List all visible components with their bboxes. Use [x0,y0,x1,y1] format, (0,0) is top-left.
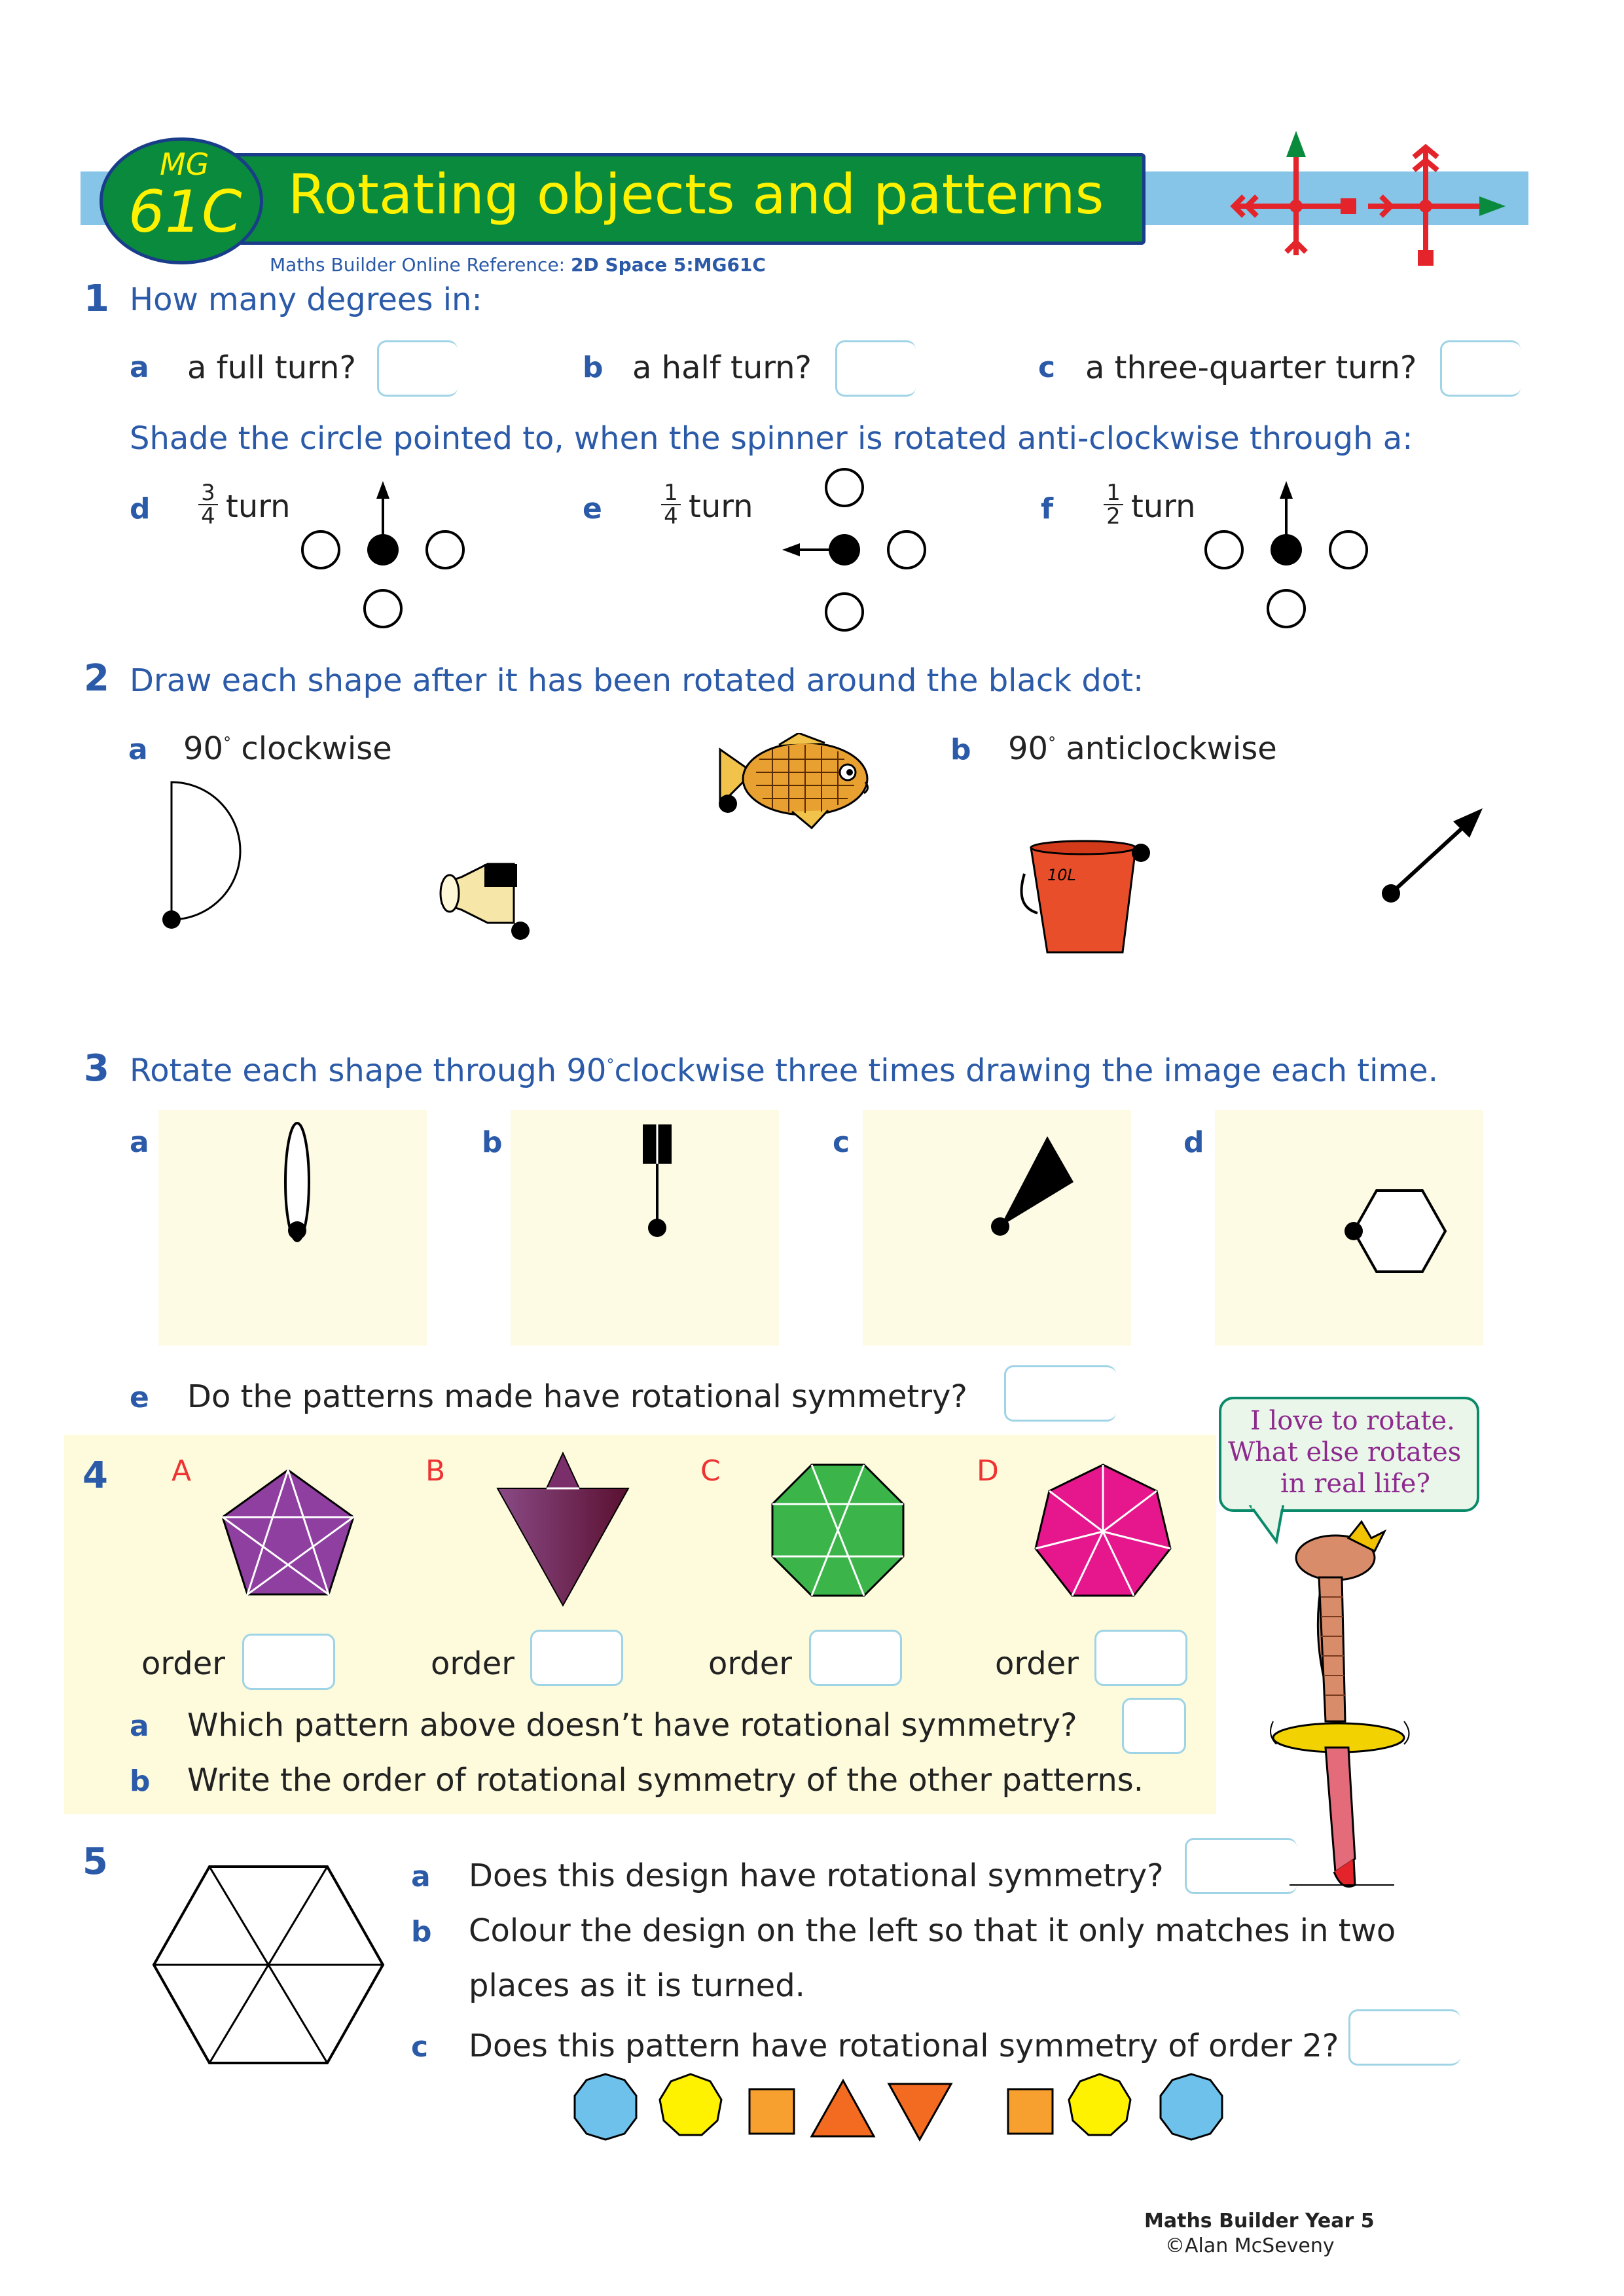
q3-prompt-start: Rotate each shape through 90 [130,1052,607,1089]
q5a-label: a [411,1860,431,1893]
q3a-drawing-panel[interactable] [158,1110,427,1346]
pattern-orange-triangle-up [812,2081,874,2136]
q1d-denominator: 4 [201,503,215,529]
q4-pattern-d-heptagon [1028,1460,1178,1604]
q3d-label: d [1183,1126,1204,1159]
q3a-label: a [130,1126,149,1159]
q4-order-label-a: order [141,1645,225,1682]
q5a-answer-box[interactable] [1185,1838,1297,1894]
q4-pattern-b-triangle [491,1452,635,1609]
q3e-text: Do the patterns made have rotational symmetry? [187,1378,967,1415]
q1d-spinner[interactable] [295,478,471,635]
speech-line-2: What else rotates [1228,1437,1462,1467]
q1f-unit: turn [1131,488,1196,525]
q1e-numerator: 1 [661,482,681,505]
q3a-oval-shape [158,1110,427,1346]
reference-value: 2D Space 5:MG61C [571,254,766,276]
q2-arrow-shape [1371,802,1489,906]
bucket-label: 10L [1047,866,1076,884]
q1d-unit: turn [226,488,291,525]
q5-hexagon-design[interactable] [151,1860,386,2070]
q2-fish-picture [713,733,884,831]
q1d-numerator: 3 [198,482,218,505]
q4-pattern-a-pentagon [216,1463,360,1601]
q4-order-label-d: order [995,1645,1079,1682]
q4-label-c: C [700,1454,721,1488]
q2b-degree-line: 90° anticlockwise [1008,730,1277,767]
q4a-label: a [130,1710,149,1743]
q1e-unit: turn [689,488,753,525]
q4-label-d: D [977,1454,999,1488]
q1f-label: f [1041,492,1054,526]
pattern-orange-square-2 [1008,2089,1053,2134]
q1c-answer-box[interactable] [1440,340,1521,397]
q1c-label: c [1038,351,1056,384]
pattern-orange-square-1 [749,2089,794,2134]
q2-prompt: Draw each shape after it has been rotated around the black dot: [130,662,1144,699]
reference-line [270,254,766,276]
q3d-hexagon-shape [1215,1110,1483,1346]
q2b-label: b [950,733,971,766]
q2a-degrees: 90 [183,730,224,767]
q4-order-box-a[interactable] [242,1634,335,1690]
page-title: Rotating objects and patterns [288,162,1104,226]
q3c-cone-shape [863,1110,1131,1346]
q1e-spinner[interactable] [779,461,936,645]
q1b-text: a half turn? [632,350,812,386]
pattern-blue-decagon-1 [575,2074,636,2140]
q2-number: 2 [84,657,109,700]
q4-order-label-c: order [708,1645,792,1682]
q5b-text-line-2: places as it is turned. [469,1967,805,2004]
footer-title: Maths Builder Year 5 [1144,2210,1375,2233]
q2-semicircle-shape [157,772,242,929]
q4-order-box-b[interactable] [530,1630,623,1686]
q4-order-box-d[interactable] [1094,1630,1187,1686]
q4-pattern-c-octagon [766,1460,910,1604]
q4a-text: Which pattern above doesn’t have rotational symmetry? [187,1707,1077,1744]
q4b-text: Write the order of rotational symmetry of the other patterns. [187,1762,1144,1799]
q5a-text: Does this design have rotational symmetry? [469,1857,1164,1894]
q3e-answer-box[interactable] [1004,1365,1116,1422]
q1e-denominator: 4 [664,503,678,529]
q2a-degree-line: 90° clockwise [183,730,392,767]
q1b-answer-box[interactable] [835,340,916,397]
q4-number: 4 [82,1454,108,1497]
q1a-answer-box[interactable] [377,340,458,397]
q5c-label: c [411,2030,429,2064]
q1b-label: b [583,351,604,384]
q1a-text: a full turn? [187,350,356,386]
q3c-drawing-panel[interactable] [863,1110,1131,1346]
q1-number: 1 [84,278,109,320]
badge-code: 61C [128,178,242,245]
q5-shape-pattern-row [569,2071,1237,2149]
q1f-spinner[interactable] [1198,478,1375,635]
q1e-label: e [583,492,602,526]
q3c-label: c [833,1126,850,1159]
q5c-answer-box[interactable] [1348,2009,1460,2066]
q1f-fraction [1104,482,1123,528]
q1d-label: d [130,492,151,526]
pattern-yellow-nonagon-2 [1069,2074,1130,2135]
q3b-label: b [482,1126,503,1159]
q5c-text: Does this pattern have rotational symmetry of order 2? [469,2028,1339,2064]
q1c-text: a three-quarter turn? [1085,350,1417,386]
q2b-direction: anticlockwise [1066,730,1277,767]
q4-label-b: B [425,1454,446,1488]
q2b-degrees: 90 [1008,730,1049,767]
pattern-orange-triangle-down [889,2084,951,2140]
footer-copyright: ©Alan McSeveny [1165,2234,1335,2257]
q2a-direction: clockwise [241,730,392,767]
q2a-label: a [128,733,148,766]
q3b-flag-shape [511,1110,779,1346]
q3-prompt: Rotate each shape through 90°clockwise three times drawing the image each time. [130,1052,1438,1089]
q4-order-label-b: order [431,1645,514,1682]
q1f-numerator: 1 [1104,482,1123,505]
q3d-drawing-panel[interactable] [1215,1110,1483,1346]
q5b-label: b [411,1915,432,1948]
q4-label-a: A [171,1454,192,1488]
reference-label: Maths Builder Online Reference: [270,254,566,276]
q3-prompt-end: clockwise three times drawing the image each time. [614,1052,1438,1089]
q4a-answer-box[interactable] [1122,1698,1186,1754]
q4-order-box-c[interactable] [809,1630,902,1686]
q5b-text-line-1: Colour the design on the left so that it only matches in two [469,1912,1396,1949]
q1f-denominator: 2 [1106,503,1121,529]
q1a-label: a [130,351,149,384]
pattern-yellow-nonagon-1 [660,2074,721,2135]
q3b-drawing-panel[interactable] [511,1110,779,1346]
rotation-arrows-logo [1224,131,1506,268]
q1e-fraction [661,482,681,528]
q5-number: 5 [82,1840,108,1883]
q2-torch-shape [435,851,540,949]
speech-line-1: I love to rotate. [1250,1406,1455,1436]
q4b-label: b [130,1765,151,1798]
q2-bucket-picture [1018,834,1162,965]
q1-shade-prompt: Shade the circle pointed to, when the spinner is rotated anti-clockwise through a: [130,420,1413,457]
q3-number: 3 [84,1047,109,1090]
q1d-fraction [198,482,218,528]
q3e-label: e [130,1381,149,1414]
pattern-blue-decagon-2 [1161,2074,1222,2140]
q1-prompt: How many degrees in: [130,281,482,318]
badge-prefix: MG [160,147,209,182]
speech-line-3: in real life? [1280,1469,1430,1499]
